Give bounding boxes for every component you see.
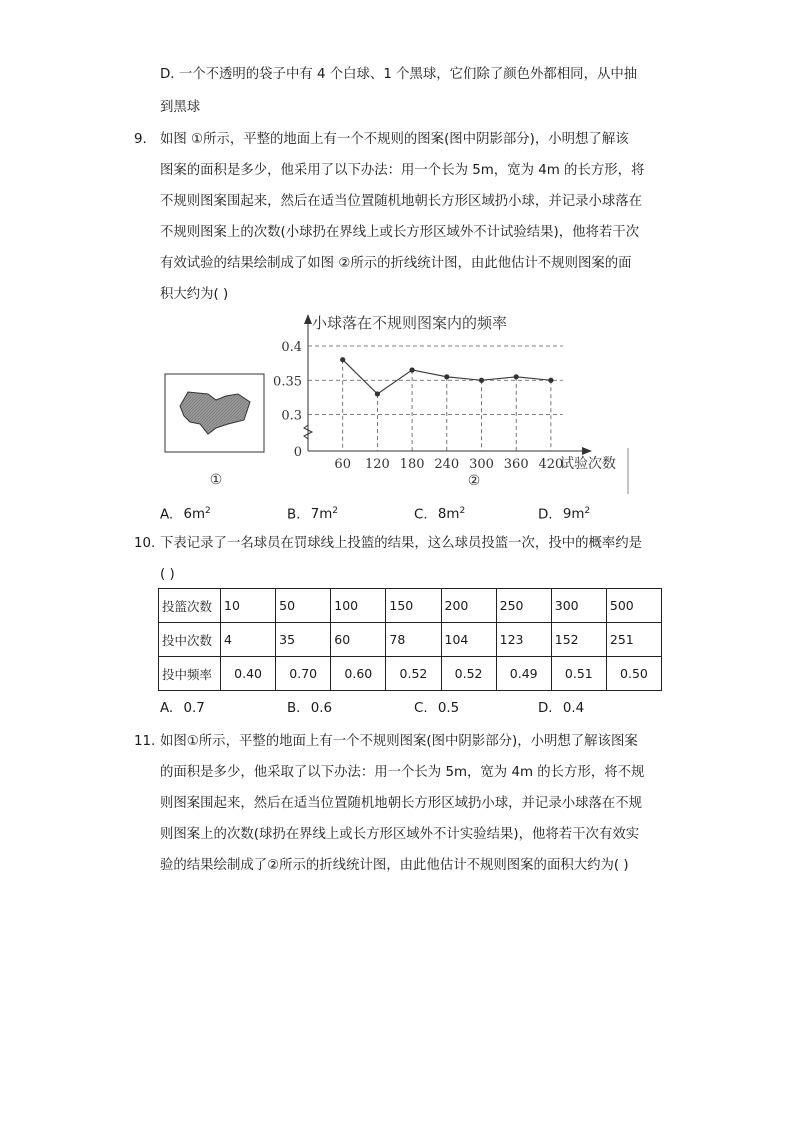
q9-text-line: 积大约为( ) xyxy=(160,287,229,302)
x-tick-label: 180 xyxy=(399,457,425,472)
figure-2-label: ② xyxy=(467,473,481,489)
option-value: 8m xyxy=(437,507,460,523)
origin-label: 0 xyxy=(293,445,302,460)
q8-option-d-line1: D. 一个不透明的袋子中有 4 个白球、1 个黑球，它们除了颜色外都相同，从中抽 xyxy=(160,67,638,82)
row-header: 投篮次数 xyxy=(159,589,221,623)
x-axis-label: 试验次数 xyxy=(560,456,616,472)
x-axis-arrow xyxy=(582,447,592,455)
q10-text-line: 下表记录了一名球员在罚球线上投篮的结果，这么球员投篮一次，投中的概率约是 xyxy=(160,536,643,551)
q11-text-line: 验的结果绘制成了②所示的折线统计图，由此他估计不规则图案的面积大约为( ) xyxy=(160,858,629,873)
q9-option-d[interactable] xyxy=(538,502,590,524)
y-tick-label: 0.4 xyxy=(281,340,302,355)
table-cell: 0.51 xyxy=(551,657,606,691)
q9-option-c[interactable] xyxy=(414,502,465,524)
x-tick-label: 120 xyxy=(364,457,390,472)
q9-option-a[interactable] xyxy=(160,502,211,524)
option-letter: D. xyxy=(538,701,553,716)
x-tick-label: 240 xyxy=(434,457,460,472)
table-cell: 152 xyxy=(551,623,606,657)
figure-1-label: ① xyxy=(209,472,223,488)
table-cell: 500 xyxy=(606,589,661,623)
q11-text-line: 则图案上的次数(球扔在界线上或长方形区域外不计实验结果)，他将若干次有效实 xyxy=(160,827,640,842)
data-point xyxy=(340,357,345,362)
data-point xyxy=(479,378,484,383)
y-axis-arrow xyxy=(304,314,312,324)
table-cell: 0.70 xyxy=(276,657,331,691)
table-cell: 0.49 xyxy=(496,657,551,691)
y-tick-label: 0.35 xyxy=(273,374,302,390)
x-tick-label: 60 xyxy=(334,457,351,472)
option-exponent: 2 xyxy=(205,506,211,516)
q9-text-line: 不规则图案围起来，然后在适当位置随机地朝长方形区域扔小球，并记录小球落在 xyxy=(160,194,643,209)
option-value: 9m xyxy=(562,507,585,523)
table-cell: 10 xyxy=(221,589,276,623)
q9-text-line: 如图 ①所示，平整的地面上有一个不规则的图案(图中阴影部分)，小明想了解该 xyxy=(160,132,629,147)
table-cell: 123 xyxy=(496,623,551,657)
table-cell: 0.40 xyxy=(221,657,276,691)
q10-option-a[interactable] xyxy=(160,700,205,718)
table-cell: 35 xyxy=(276,623,331,657)
option-letter: C. xyxy=(414,507,428,523)
q11-text-line: 则图案围起来，然后在适当位置随机地朝长方形区域扔小球，并记录小球落在不规 xyxy=(160,796,643,811)
option-letter: C. xyxy=(414,701,428,716)
q9-number: 9. xyxy=(134,132,147,147)
table-cell: 60 xyxy=(331,623,386,657)
table-cell: 0.52 xyxy=(441,657,496,691)
figure-2-line-chart xyxy=(270,312,632,496)
option-letter: D. xyxy=(538,507,553,523)
table-cell: 251 xyxy=(606,623,661,657)
option-value: 0.7 xyxy=(183,701,205,716)
option-exponent: 2 xyxy=(584,506,591,516)
q10-option-c[interactable] xyxy=(414,700,459,718)
table-cell: 104 xyxy=(441,623,496,657)
table-cell: 0.52 xyxy=(386,657,441,691)
row-header: 投中频率 xyxy=(159,657,221,691)
row-header: 投中次数 xyxy=(159,623,221,657)
q9-option-b[interactable] xyxy=(287,502,338,524)
table-cell: 150 xyxy=(386,589,441,623)
q11-text-line: 如图①所示，平整的地面上有一个不规则图案(图中阴影部分)，小明想了解该图案 xyxy=(160,734,638,749)
q11-text-line: 的面积是多少，他采取了以下办法：用一个长为 5m，宽为 4m 的长方形，将不规 xyxy=(160,765,645,780)
data-point xyxy=(375,391,380,396)
option-exponent: 2 xyxy=(332,506,339,516)
q10-text-line: ( ) xyxy=(160,567,175,582)
x-tick-label: 360 xyxy=(503,457,529,472)
table-row xyxy=(159,657,662,691)
y-tick-label: 0.3 xyxy=(281,408,302,424)
option-value: 0.6 xyxy=(310,701,333,716)
table-row xyxy=(159,623,662,657)
option-letter: A. xyxy=(160,507,174,523)
q10-number: 10. xyxy=(134,536,156,551)
option-value: 6m xyxy=(183,507,206,523)
shooting-results-table xyxy=(158,588,662,691)
table-cell: 78 xyxy=(386,623,441,657)
data-point xyxy=(514,374,519,379)
q9-text-line: 图案的面积是多少，他采用了以下办法：用一个长为 5m，宽为 4m 的长方形，将 xyxy=(160,163,645,178)
table-cell: 300 xyxy=(551,589,606,623)
option-value: 7m xyxy=(310,507,333,523)
q10-option-b[interactable] xyxy=(287,700,332,718)
table-cell: 250 xyxy=(496,589,551,623)
option-letter: B. xyxy=(287,507,301,523)
table-cell: 4 xyxy=(221,623,276,657)
table-cell: 100 xyxy=(331,589,386,623)
figure-1 xyxy=(164,370,268,490)
option-value: 0.5 xyxy=(437,701,460,716)
q10-option-d[interactable] xyxy=(538,700,584,718)
data-point xyxy=(548,378,553,383)
table-cell: 50 xyxy=(276,589,331,623)
option-value: 0.4 xyxy=(562,701,585,716)
q8-option-d-line2: 到黑球 xyxy=(160,100,201,115)
option-letter: A. xyxy=(160,701,174,716)
q9-text-line: 有效试验的结果绘制成了如图 ②所示的折线统计图，由此他估计不规则图案的面 xyxy=(160,256,632,271)
table-cell: 0.60 xyxy=(331,657,386,691)
data-point xyxy=(410,367,415,372)
data-point xyxy=(444,374,449,379)
option-exponent: 2 xyxy=(459,506,466,516)
x-tick-label: 300 xyxy=(469,457,494,472)
table-cell: 0.50 xyxy=(606,657,661,691)
table-row xyxy=(159,589,662,623)
q11-number: 11. xyxy=(134,734,156,749)
table-cell: 200 xyxy=(441,589,496,623)
option-letter: B. xyxy=(287,701,301,716)
x-tick-label: 420 xyxy=(538,457,564,472)
chart-title: 小球落在不规则图案内的频率 xyxy=(312,314,508,332)
q9-text-line: 不规则图案上的次数(小球扔在界线上或长方形区域外不计试验结果)，他将若干次 xyxy=(160,225,640,240)
